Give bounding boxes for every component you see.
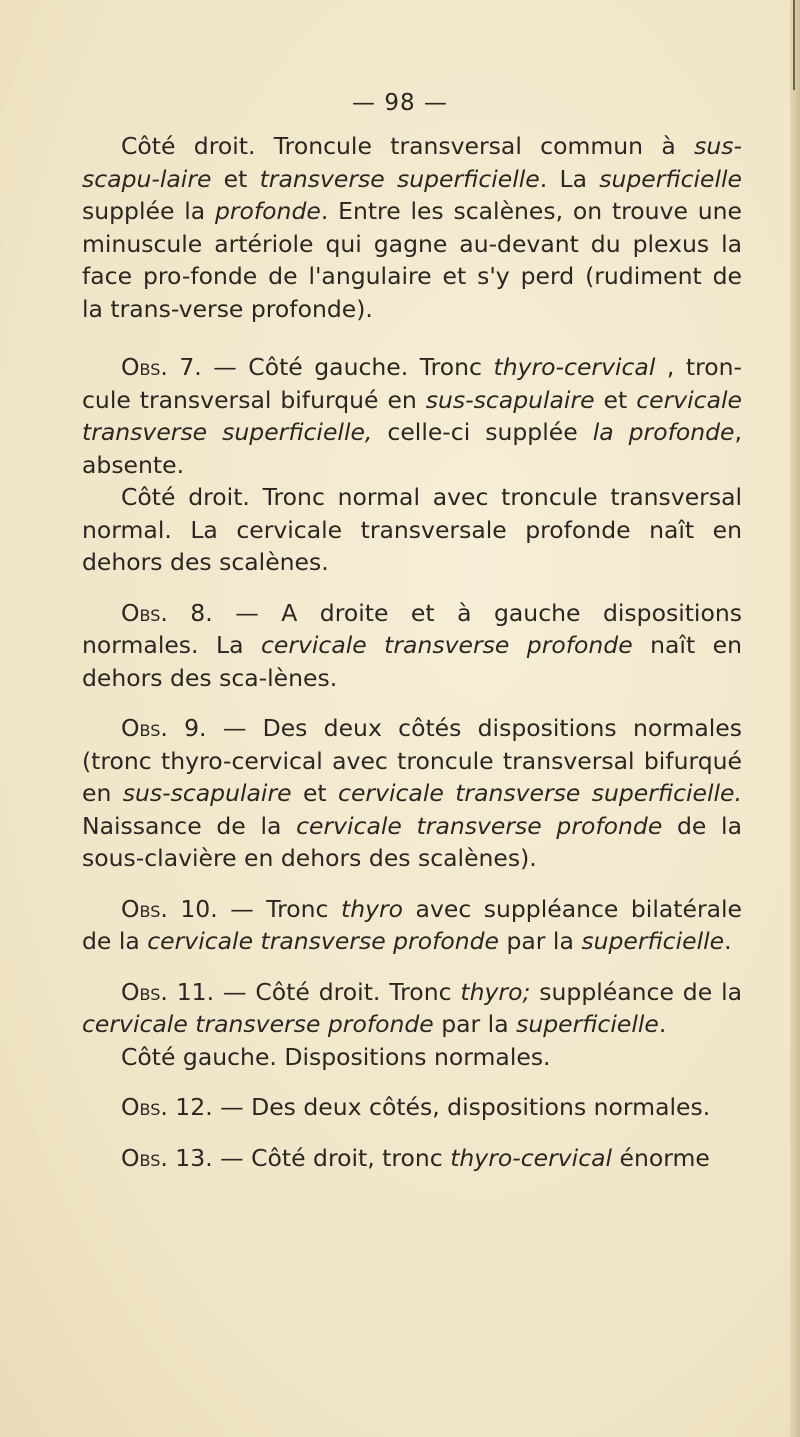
obs-label: Obs. 8.	[121, 598, 213, 627]
text-run: Naissance de la	[82, 811, 297, 840]
text-run: avec suppléance bilatérale de la	[82, 894, 742, 955]
italic-term: sus-scapu-laire	[82, 132, 742, 193]
paragraph-obs-12	[82, 1091, 742, 1124]
text-run: , tron-cule transversal bifurqué en	[82, 353, 742, 414]
italic-term: sus-scapulaire	[122, 779, 292, 807]
italic-term: sus-scapulaire	[425, 385, 595, 414]
text-run: naît en dehors des sca-lènes.	[82, 631, 742, 692]
text-run: — Des deux côtés dispositions normales (tronc thyro-cervical avec troncule transversal bifurqué en	[82, 714, 742, 807]
paragraph-obs-10	[82, 893, 742, 958]
text-run: Côté droit. Tronc normal avec troncule transversal normal. La cervicale transversale profonde naît en dehors des scalènes.	[82, 483, 742, 576]
text-run: par la	[433, 1010, 517, 1038]
italic-term: cervicale transverse profonde	[82, 1010, 434, 1038]
text-run: supplée la	[82, 197, 215, 225]
italic-term: superficielle	[599, 164, 742, 193]
paragraph-obs-9	[82, 712, 742, 875]
text-run: , absente.	[82, 418, 742, 479]
italic-term: thyro-cervical	[493, 353, 656, 381]
paragraph-obs-7	[82, 351, 742, 481]
text-run: énorme	[612, 1143, 710, 1172]
text-run: et	[291, 779, 339, 807]
paragraph-obs-11	[82, 976, 742, 1041]
italic-term: profonde	[214, 197, 321, 225]
text-run: Côté droit. Troncule transversal commun à	[121, 132, 695, 160]
text-run: suppléance de la	[530, 977, 742, 1006]
obs-label: Obs. 9.	[121, 714, 207, 742]
paragraph-obs-8	[82, 597, 742, 695]
text-run: . Entre les scalènes, on trouve une minuscule artériole qui gagne au-devant du plexus la face pro-fonde de l'angulaire et s'y perd (rudiment de la trans-verse profonde).	[82, 197, 742, 323]
text-run: Côté gauche. Dispositions normales.	[121, 1042, 551, 1071]
text-run: .	[724, 927, 732, 955]
text-run: et	[594, 385, 637, 414]
text-run: .	[658, 1010, 667, 1038]
obs-label: Obs. 11.	[121, 977, 215, 1006]
text-run: — A droite et à gauche dispositions normales. La	[82, 598, 742, 659]
text-run: — Des deux côtés, dispositions normales.	[212, 1093, 711, 1121]
text-run: — Tronc	[217, 894, 341, 923]
text-run: et	[211, 164, 260, 193]
body-text	[82, 130, 742, 1174]
italic-term: cervicale transverse superficielle.	[338, 779, 742, 807]
obs-label: Obs. 12.	[121, 1093, 213, 1121]
text-run: de la sous-clavière en dehors des scalènes).	[82, 811, 742, 872]
paragraph-cote-gauche	[82, 1041, 742, 1074]
obs-label: Obs. 13.	[121, 1143, 213, 1172]
page-edge	[790, 0, 800, 1437]
paragraph-obs-13	[82, 1142, 742, 1175]
text-run: par la	[499, 927, 582, 955]
paragraph-cote-droit-1	[82, 130, 742, 325]
italic-term: superficielle	[516, 1010, 659, 1038]
italic-term: la profonde	[592, 418, 735, 446]
italic-term: thyro	[340, 894, 404, 923]
paragraph-cote-droit-2	[82, 481, 742, 579]
text-run: celle-ci supplée	[372, 418, 593, 446]
italic-term: cervicale transverse profonde	[147, 927, 499, 955]
page-number: — 98 —	[352, 90, 448, 116]
text-run: — Côté gauche. Tronc	[201, 353, 494, 381]
italic-term: superficielle	[581, 927, 725, 955]
italic-term: cervicale transverse profonde	[296, 811, 663, 840]
text-run: . La	[539, 164, 600, 193]
italic-term: thyro;	[460, 977, 531, 1006]
obs-label: Obs. 7.	[121, 353, 202, 381]
obs-label: Obs. 10.	[121, 894, 218, 923]
italic-term: thyro-cervical	[450, 1143, 613, 1172]
italic-term: cervicale transverse superficielle,	[82, 385, 742, 446]
text-run: — Côté droit, tronc	[212, 1143, 451, 1172]
italic-term: transverse superficielle	[259, 164, 540, 193]
text-run: — Côté droit. Tronc	[214, 977, 461, 1006]
italic-term: cervicale transverse profonde	[260, 631, 633, 659]
